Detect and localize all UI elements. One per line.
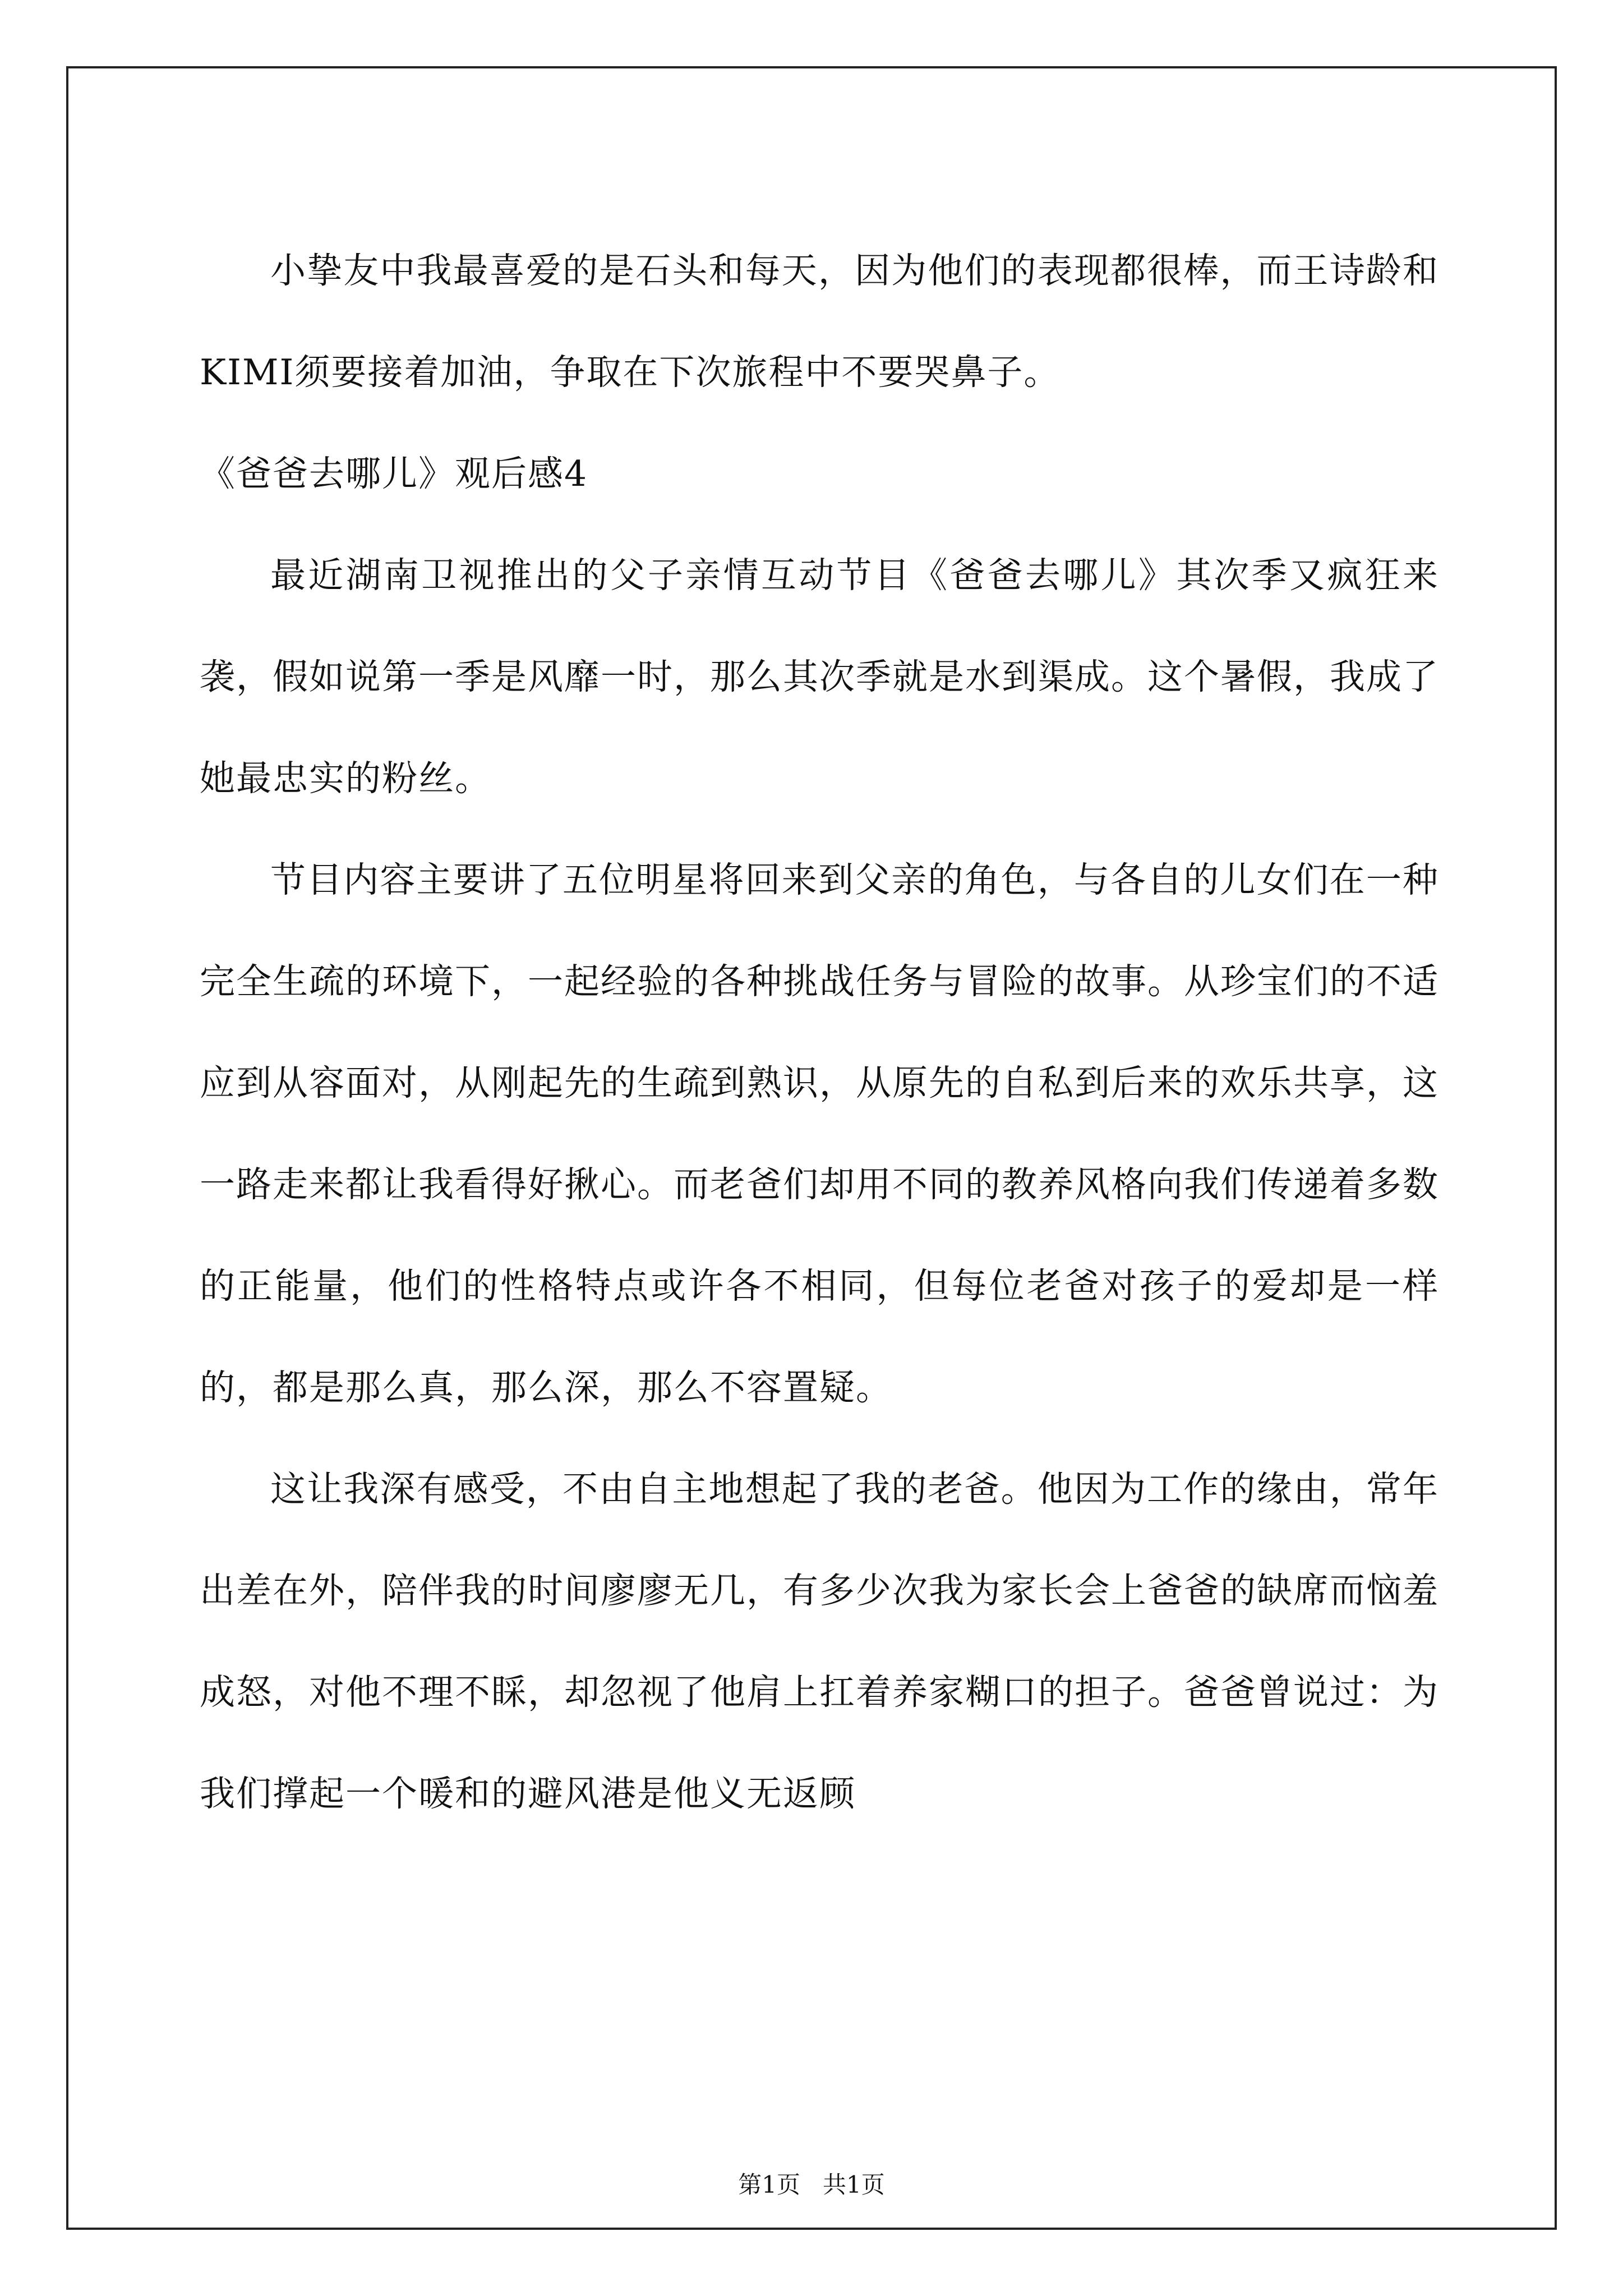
page-number: 第1页 [738,2171,800,2198]
paragraph-2: 最近湖南卫视推出的父子亲情互动节目《爸爸去哪儿》其次季又疯狂来袭，假如说第一季是风靡一时，那么其次季就是水到渠成。这个暑假，我成了她最忠实的粉丝。 [200,555,1439,799]
paragraph-3: 节目内容主要讲了五位明星将回来到父亲的角色，与各自的儿女们在一种完全生疏的环境下，一起经验的各种挑战任务与冒险的故事。从珍宝们的不适应到从容面对，从刚起先的生疏到熟识，从原先的自私到后来的欢乐共享，这一路走来都让我看得好揪心。而老爸们却用不同的教养风格向我们传递着多数的正能量，他们的性格特点或许各不相同，但每位老爸对孩子的爱却是一样的，都是那么真，那么深，那么不容置疑。 [200,859,1439,1408]
section-heading: 《爸爸去哪儿》观后感4 [200,453,588,494]
paragraph-1: 小挚友中我最喜爱的是石头和每天，因为他们的表现都很棒，而王诗龄和KIMI须要接着加油，争取在下次旅程中不要哭鼻子。 [200,250,1439,393]
page-total: 共1页 [823,2171,885,2198]
paragraph-4: 这让我深有感受，不由自主地想起了我的老爸。他因为工作的缘由，常年出差在外，陪伴我的时间廖廖无几，有多少次我为家长会上爸爸的缺席而恼羞成怒，对他不理不睬，却忽视了他肩上扛着养家糊口的担子。爸爸曾说过：为我们撑起一个暖和的避风港是他义无返顾 [200,1469,1439,1814]
page-footer [0,2168,1623,2202]
document-body [200,220,1439,1844]
